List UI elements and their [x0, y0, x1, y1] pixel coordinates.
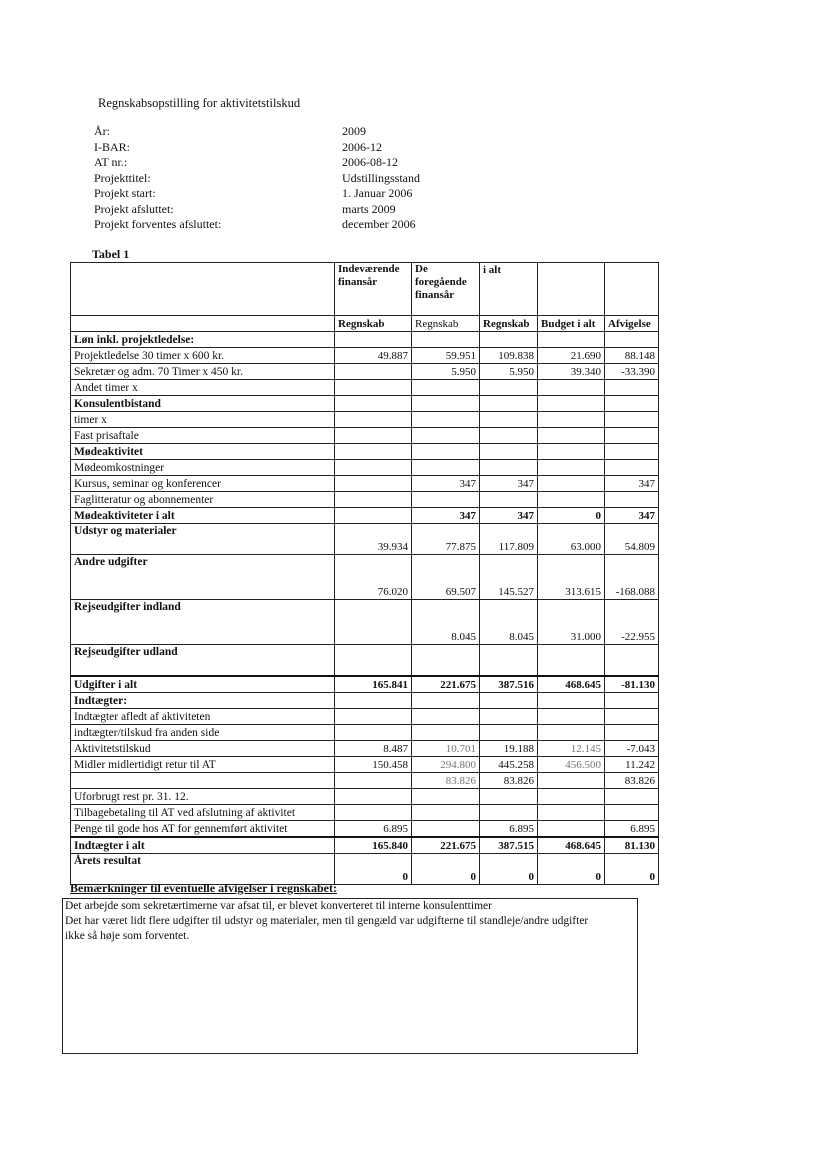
header-previous-years-text: De foregående finansår	[415, 263, 467, 301]
table-row	[71, 757, 659, 773]
table-row	[71, 364, 659, 380]
cell-c4: 456.500	[538, 757, 605, 773]
row-label: Løn inkl. projektledelse:	[71, 332, 335, 348]
cell-c1: 49.887	[335, 348, 412, 364]
meta-label: AT nr.:	[94, 155, 128, 169]
row-label: timer x	[71, 412, 335, 428]
cell-c2	[412, 460, 480, 476]
cell-c1	[335, 773, 412, 789]
table-row	[71, 741, 659, 757]
meta-value: december 2006	[342, 217, 416, 231]
cell-c2	[412, 444, 480, 460]
table-row	[71, 725, 659, 741]
cell-c3	[480, 789, 538, 805]
cell-c3	[480, 444, 538, 460]
row-label	[71, 773, 335, 789]
cell-c4: 63.000	[538, 524, 605, 555]
cell-c3	[480, 428, 538, 444]
cell-c1: 150.458	[335, 757, 412, 773]
row-label: Fast prisaftale	[71, 428, 335, 444]
cell-c5: 88.148	[605, 348, 659, 364]
table-row	[71, 600, 659, 645]
cell-c1	[335, 789, 412, 805]
cell-c3	[480, 380, 538, 396]
cell-c5: 54.809	[605, 524, 659, 555]
meta-value: marts 2009	[342, 201, 396, 216]
cell-c5: -81.130	[605, 676, 659, 693]
cell-c1	[335, 709, 412, 725]
cell-c4	[538, 805, 605, 821]
row-label: Projektledelse 30 timer x 600 kr.	[71, 348, 335, 364]
cell-c5: 6.895	[605, 821, 659, 838]
cell-c1	[335, 444, 412, 460]
cell-c1: 165.841	[335, 676, 412, 693]
row-label: Kursus, seminar og konferencer	[71, 476, 335, 492]
row-label: Rejseudgifter udland	[71, 645, 335, 677]
cell-c4	[538, 380, 605, 396]
cell-c1	[335, 396, 412, 412]
cell-c3: 6.895	[480, 821, 538, 838]
cell-c2: 8.045	[412, 600, 480, 645]
row-label: Indtægter afledt af aktiviteten	[71, 709, 335, 725]
cell-c2	[412, 380, 480, 396]
cell-c4: 12.145	[538, 741, 605, 757]
table-row	[71, 348, 659, 364]
meta-value: 2006-08-12	[342, 155, 398, 169]
cell-c2: 59.951	[412, 348, 480, 364]
cell-c5: 11.242	[605, 757, 659, 773]
document-title: Regnskabsopstilling for aktivitetstilskud	[98, 96, 301, 110]
subheader-regnskab-2: Regnskab	[412, 316, 480, 332]
cell-c4: 468.645	[538, 676, 605, 693]
cell-c3: 387.516	[480, 676, 538, 693]
cell-c2: 221.675	[412, 676, 480, 693]
table-label: Tabel 1	[92, 247, 130, 261]
row-label: Tilbagebetaling til AT ved afslutning af aktivitet	[71, 805, 335, 821]
cell-c1: 76.020	[335, 555, 412, 600]
row-label: Årets resultat	[71, 854, 335, 885]
cell-c2	[412, 709, 480, 725]
table-row	[71, 444, 659, 460]
subheader-regnskab-1: Regnskab	[335, 316, 412, 332]
cell-c4	[538, 693, 605, 709]
cell-c5: 347	[605, 508, 659, 524]
cell-c2	[412, 396, 480, 412]
cell-c3: 117.809	[480, 524, 538, 555]
cell-c5: 81.130	[605, 837, 659, 854]
cell-c3	[480, 725, 538, 741]
cell-c4	[538, 725, 605, 741]
table-row	[71, 508, 659, 524]
cell-c2	[412, 332, 480, 348]
cell-c1: 6.895	[335, 821, 412, 838]
cell-c3: 19.188	[480, 741, 538, 757]
cell-c3: 387.515	[480, 837, 538, 854]
cell-c1: 165.840	[335, 837, 412, 854]
meta-label: Projekt afsluttet:	[94, 201, 174, 216]
table-row	[71, 805, 659, 821]
cell-c2: 0	[412, 854, 480, 885]
cell-c5	[605, 693, 659, 709]
cell-c1	[335, 645, 412, 677]
table-row	[71, 693, 659, 709]
cell-c1	[335, 364, 412, 380]
cell-c4	[538, 460, 605, 476]
cell-c3	[480, 492, 538, 508]
header-deviation-blank	[605, 263, 659, 316]
accounts-table	[70, 262, 659, 885]
subheader-regnskab-3: Regnskab	[480, 316, 538, 332]
cell-c2	[412, 789, 480, 805]
cell-c3: 347	[480, 508, 538, 524]
row-label: Penge til gode hos AT for gennemført aktivitet	[71, 821, 335, 838]
row-label: Konsulentbistand	[71, 396, 335, 412]
table-row	[71, 428, 659, 444]
subheader-deviation: Afvigelse	[605, 316, 659, 332]
cell-c2	[412, 725, 480, 741]
table-subheader-row	[71, 316, 659, 332]
table-row	[71, 709, 659, 725]
meta-label: Projekt start:	[94, 186, 156, 200]
header-total: i alt	[480, 263, 538, 316]
cell-c5	[605, 396, 659, 412]
cell-c1	[335, 412, 412, 428]
meta-value: Udstillingsstand	[342, 170, 421, 185]
table-row	[71, 476, 659, 492]
cell-c4	[538, 428, 605, 444]
subheader-blank	[71, 316, 335, 332]
cell-c3: 445.258	[480, 757, 538, 773]
cell-c1	[335, 492, 412, 508]
cell-c3	[480, 709, 538, 725]
cell-c3: 8.045	[480, 600, 538, 645]
cell-c5: -7.043	[605, 741, 659, 757]
cell-c3: 109.838	[480, 348, 538, 364]
cell-c4: 31.000	[538, 600, 605, 645]
row-label: Rejseudgifter indland	[71, 600, 335, 645]
cell-c4: 0	[538, 508, 605, 524]
meta-label: Projekt forventes afsluttet:	[94, 217, 222, 231]
row-label: Sekretær og adm. 70 Timer x 450 kr.	[71, 364, 335, 380]
cell-c2	[412, 805, 480, 821]
cell-c4	[538, 476, 605, 492]
cell-c5	[605, 428, 659, 444]
row-label: Faglitteratur og abonnementer	[71, 492, 335, 508]
cell-c4: 21.690	[538, 348, 605, 364]
table-row	[71, 773, 659, 789]
table-row	[71, 524, 659, 555]
cell-c2: 221.675	[412, 837, 480, 854]
table-row	[71, 854, 659, 885]
remarks-title: Bemærkninger til eventuelle afvigelser i regnskabet:	[70, 881, 337, 895]
cell-c5	[605, 380, 659, 396]
row-label: Mødeaktivitet	[71, 444, 335, 460]
cell-c2	[412, 492, 480, 508]
cell-c3: 145.527	[480, 555, 538, 600]
cell-c1	[335, 476, 412, 492]
cell-c2: 69.507	[412, 555, 480, 600]
cell-c2: 77.875	[412, 524, 480, 555]
table-row	[71, 821, 659, 838]
row-label: Udgifter i alt	[71, 676, 335, 693]
cell-c3	[480, 460, 538, 476]
cell-c4: 313.615	[538, 555, 605, 600]
cell-c5: -168.088	[605, 555, 659, 600]
table-row	[71, 492, 659, 508]
cell-c1	[335, 332, 412, 348]
cell-c1	[335, 600, 412, 645]
remark-line: Det arbejde som sekretærtimerne var afsat til, er blevet konverteret til interne konsulenttimer	[65, 900, 492, 912]
table-row	[71, 460, 659, 476]
cell-c3	[480, 693, 538, 709]
cell-c4: 0	[538, 854, 605, 885]
cell-c4	[538, 332, 605, 348]
cell-c3	[480, 805, 538, 821]
meta-label: Projekttitel:	[94, 170, 151, 185]
cell-c2: 294.800	[412, 757, 480, 773]
meta-label: År:	[94, 124, 110, 138]
cell-c5	[605, 460, 659, 476]
cell-c5: 0	[605, 854, 659, 885]
cell-c4: 468.645	[538, 837, 605, 854]
cell-c2: 347	[412, 508, 480, 524]
cell-c5: -33.390	[605, 364, 659, 380]
cell-c1	[335, 380, 412, 396]
cell-c2: 5.950	[412, 364, 480, 380]
cell-c5	[605, 412, 659, 428]
cell-c1	[335, 693, 412, 709]
header-previous-years	[412, 263, 480, 316]
table-row	[71, 412, 659, 428]
meta-value: 2009	[342, 124, 366, 138]
meta-label: I-BAR:	[94, 139, 130, 154]
cell-c4	[538, 412, 605, 428]
cell-c2	[412, 693, 480, 709]
cell-c3	[480, 332, 538, 348]
cell-c4	[538, 645, 605, 677]
remark-line: Det har været lidt flere udgifter til udstyr og materialer, men til gengæld var udgifterne til standleje/andre udgifter	[65, 915, 589, 927]
remark-line: ikke så høje som forventet.	[65, 930, 190, 942]
cell-c3: 0	[480, 854, 538, 885]
cell-c1: 39.934	[335, 524, 412, 555]
cell-c1	[335, 805, 412, 821]
cell-c1: 0	[335, 854, 412, 885]
table-row	[71, 676, 659, 693]
table-row	[71, 555, 659, 600]
cell-c1	[335, 428, 412, 444]
header-blank	[71, 263, 335, 316]
cell-c4	[538, 492, 605, 508]
cell-c5	[605, 492, 659, 508]
row-label: Andre udgifter	[71, 555, 335, 600]
cell-c3: 5.950	[480, 364, 538, 380]
row-label: Aktivitetstilskud	[71, 741, 335, 757]
cell-c2	[412, 412, 480, 428]
cell-c3: 83.826	[480, 773, 538, 789]
table-row	[71, 380, 659, 396]
cell-c2: 10.701	[412, 741, 480, 757]
cell-c2: 347	[412, 476, 480, 492]
subheader-budget: Budget i alt	[538, 316, 605, 332]
cell-c5: -22.955	[605, 600, 659, 645]
cell-c4: 39.340	[538, 364, 605, 380]
cell-c4	[538, 444, 605, 460]
meta-value: 1. Januar 2006	[342, 186, 413, 200]
cell-c1	[335, 725, 412, 741]
cell-c5: 347	[605, 476, 659, 492]
cell-c2	[412, 428, 480, 444]
row-label: indtægter/tilskud fra anden side	[71, 725, 335, 741]
cell-c5: 83.826	[605, 773, 659, 789]
cell-c2	[412, 645, 480, 677]
meta-value: 2006-12	[342, 139, 382, 154]
cell-c1	[335, 460, 412, 476]
cell-c4	[538, 709, 605, 725]
cell-c4	[538, 396, 605, 412]
cell-c3	[480, 396, 538, 412]
row-label: Andet timer x	[71, 380, 335, 396]
row-label: Udstyr og materialer	[71, 524, 335, 555]
cell-c5	[605, 725, 659, 741]
table-row	[71, 789, 659, 805]
cell-c1: 8.487	[335, 741, 412, 757]
cell-c2: 83.826	[412, 773, 480, 789]
cell-c5	[605, 444, 659, 460]
table-row	[71, 837, 659, 854]
table-row	[71, 396, 659, 412]
row-label: Mødeomkostninger	[71, 460, 335, 476]
cell-c5	[605, 645, 659, 677]
cell-c5	[605, 709, 659, 725]
cell-c2	[412, 821, 480, 838]
row-label: Midler midlertidigt retur til AT	[71, 757, 335, 773]
cell-c5	[605, 789, 659, 805]
cell-c4	[538, 821, 605, 838]
cell-c3	[480, 645, 538, 677]
row-label: Mødeaktiviteter i alt	[71, 508, 335, 524]
table-row	[71, 332, 659, 348]
row-label: Indtægter:	[71, 693, 335, 709]
table-header-row	[71, 263, 659, 316]
header-current-year: Indeværende finansår	[335, 263, 412, 316]
cell-c5	[605, 805, 659, 821]
cell-c4	[538, 789, 605, 805]
cell-c3: 347	[480, 476, 538, 492]
cell-c1	[335, 508, 412, 524]
row-label: Uforbrugt rest pr. 31. 12.	[71, 789, 335, 805]
cell-c5	[605, 332, 659, 348]
header-budget-blank	[538, 263, 605, 316]
table-row	[71, 645, 659, 677]
row-label: Indtægter i alt	[71, 837, 335, 854]
cell-c4	[538, 773, 605, 789]
cell-c3	[480, 412, 538, 428]
remarks-box	[62, 898, 638, 1054]
